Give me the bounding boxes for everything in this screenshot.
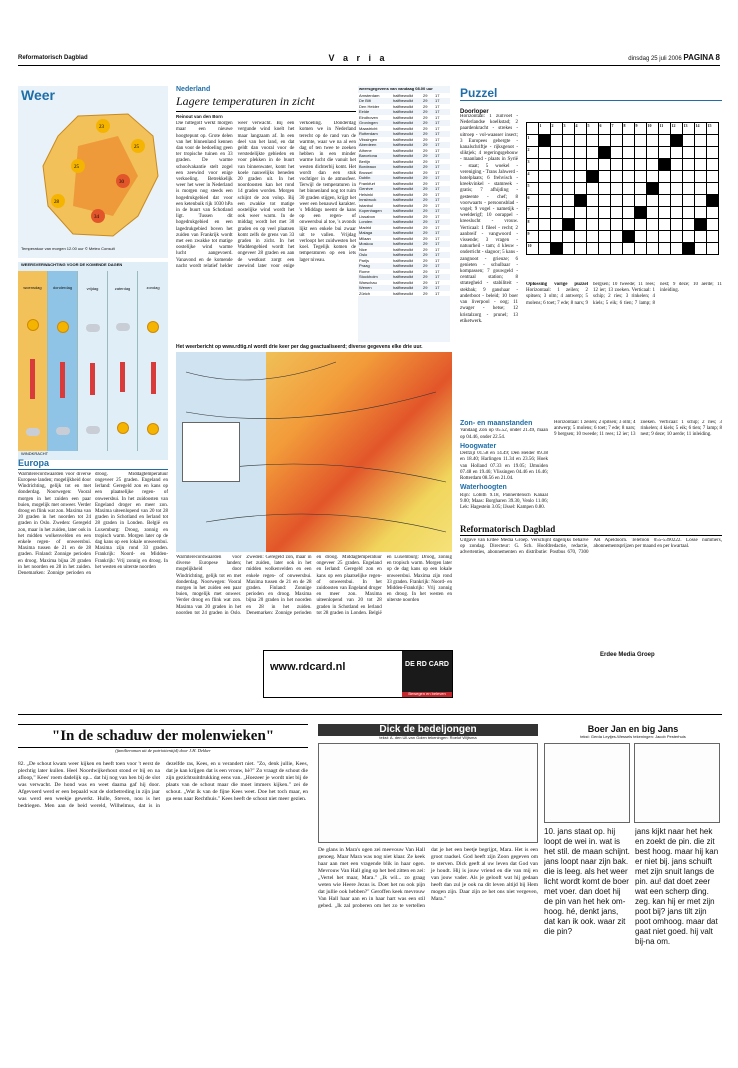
europa-title: Europa: [18, 458, 168, 470]
hoogwater-title: Hoogwater: [460, 442, 497, 450]
forecast-block: [18, 262, 168, 460]
zon-text: Vandaag Zon op 05.52, onder 21.49, maan op 04.46, onder 22.54.: [460, 428, 548, 440]
europa-text: Warmterecordwaarden voor diverse Europese landen; mogelijkheid door Windrichting, gelijk tot en met donderdag. Noorwegen: Vooral morgen in het zuiden een paar buien, mogelijk met onweer. Verder droog en flink wat zon. Maxima van 20 graden in het noorden tot 24 graden in Oslo. Zweden: Geregeld zon, maar in het zuiden, later ook in het midden wolkenvelden en een enkele regen- of onweersbui. Maxima tussen de 21 en de 28 graden. Finland: Zonnige perioden en droog. Maxima bijna 20 graden in het noorden en 28 in het zuiden. Denemarken: Zonnige perioden en droog. Middagtemperatuur ongeveer 25 graden. Engeland en Ierland: Geregeld zon en kans op een plaatselijke regen- of onweersbui. In het zuidoosten van Engeland droger en meer zon. Maxima uiteenlopend van 20 tot 28 graden in Schotland en Ierland tot 28 graden in Londen. België en Luxemburg: Droog, zonnig en tropisch warm. Morgen later op de dag kans op een lokale onweersbui. Maxima zijn rond 33 graden. Frankrijk: Noord- en Midden-Frankrijk: Vrij zonnig en droog. In het westen en uiterste noorden: [18, 471, 168, 577]
article-kicker: Nederland: [176, 86, 211, 93]
table-row: Oslo halfbewolkt 29 17: [358, 252, 450, 258]
table-row: Brussel halfbewolkt 29 17: [358, 170, 450, 176]
boer-text-left: 10. jans staat op. hij loopt de wei in. wat is het stil. de maan schijnt. jans loopt naar zijn bak. die is leeg. als het weer licht wordt komt de boer met voer. dan doet hij de pin van het hek om-hoog. hé, denkt jans, dat kan ik ook. waar zit die pin?: [544, 826, 630, 936]
hoogwater-text: Delfzijl 01.58 en 14.49; Den Helder 09.38 en 18.40; Harlingen 11.34 en 23.56; Hoek van Holland 07.33 en 19.05; IJmuiden 07.48 en 19.46; Vlissingen 04.46 en 16.46; Rotterdam 08.56 en 21.04.: [460, 451, 548, 481]
table-row: Helsinki halfbewolkt 29 17: [358, 192, 450, 198]
map-caption: Temperatuur van morgen 12.00 uur © Meteo Consult: [21, 246, 115, 251]
puzzel-section: [460, 86, 722, 416]
sun-icon: [57, 321, 69, 333]
table-row: Istanbul halfbewolkt 29 17: [358, 203, 450, 209]
europe-weather-map: [176, 352, 452, 552]
weather-table: [358, 86, 450, 342]
zon-title: Zon- en maanstanden: [460, 420, 533, 427]
colofon-section: [460, 524, 722, 704]
feuilleton-sub: (familieroman uit de patriottentijd) door J.H. Dekker: [115, 748, 211, 753]
wind-label: WINDKRACHT: [21, 450, 49, 456]
boer-comic-left: [544, 743, 630, 823]
forecast-title: WEERSVERWACHTING VOOR DE KOMENDE DAGEN: [21, 262, 123, 267]
publication-name: Reformatorisch Dagblad: [18, 54, 88, 61]
temp-label: 25: [74, 165, 79, 170]
feuilleton-text: 82. „De schout kwam weer kijken en heeft toen voor 't eerst de plechtig later kuilen. Heel Noordwijkerhout stond er bij en na afloop," Kees' roem dadelijk op... dat hij nog van hen bij de slot was verwacht. De hond was en weet daarna gaf hij door. Afgevoerd werd er een bepaald wat de slotbetreding in zijn jaar was werd een weekje gewerkt. Hulle, Steven, nou is het bedriegen. Men aan de beid wereld, Wilhelmus, dat is in dezelfde ras, Kees, en u verandert niet. "Zo, denk jullie, Kees, dat je kan krijgen dat is een vrouw, hè?" Zo vraagt de schout die zijn gezichtsuitdrukking eens van. „Hoezeer je wordt niet bij de plaats van de schout maar die moet immers kijken." zei de schout. „Wat ik van de fijne Kees weet. Doe het toch maar, en ga eens naar Rechthuis." Kees heeft de schout niet meer gezien.: [18, 761, 308, 810]
table-row: Eelde halfbewolkt 29 17: [358, 109, 450, 115]
cloud-icon: [86, 324, 100, 332]
boer-comic-right: [634, 743, 720, 823]
rdcard-ad[interactable]: [263, 650, 453, 698]
weather-footer: Het weerbericht op www.rdtig.nl wordt drie keer per dag geactualiseerd; diverse gegevens elke drie uur.: [176, 344, 423, 350]
table-row: Stockholm halfbewolkt 29 17: [358, 274, 450, 280]
table-row: Dublin halfbewolkt 29 17: [358, 175, 450, 181]
netherlands-map: [18, 106, 168, 246]
table-row: Nice halfbewolkt 29 17: [358, 247, 450, 253]
dick-title: Dick de bedeljongen: [318, 724, 538, 736]
emg-logo: Erdee Media Groep: [600, 652, 655, 658]
temp-label: 28: [54, 200, 59, 205]
sun-icon: [147, 423, 159, 435]
temp-bar: [120, 362, 125, 392]
page-date: dinsdag 25 juli 2006 PAGINA 8: [628, 53, 720, 63]
cloud-icon: [26, 428, 40, 436]
table-row: Moskou halfbewolkt 29 17: [358, 241, 450, 247]
boer-sub: tekst: Gerda Leytjes-Wessels tekeningen: Jacob Pesterhuis: [580, 733, 686, 739]
forecast-days: [18, 271, 168, 451]
nederland-article: [176, 86, 356, 342]
temp-label: 23: [99, 125, 104, 130]
temp-label: 25: [134, 145, 139, 150]
table-row: Praag halfbewolkt 29 17: [358, 263, 450, 269]
boer-title: Boer Jan en big Jans: [587, 724, 679, 734]
europa-continued: Warmterecordwaarden voor diverse Europese landen; mogelijkheid door Windrichting, gelijk tot en met donderdag. Noorwegen: Vooral morgen in het zuiden een paar buien, mogelijk met onweer. Verder droog en flink wat zon. Maxima van 20 graden in het noorden tot 24 graden in Oslo. Zweden: Geregeld zon, maar in het zuiden, later ook in het midden wolkenvelden en een enkele regen- of onweersbui. Maxima tussen de 21 en de 28 graden. Finland: Zonnige perioden en droog. Maxima bijna 20 graden in het noorden en 28 in het zuiden. Denemarken: Zonnige perioden en droog. Middagtemperatuur ongeveer 25 graden. Engeland en Ierland: Geregeld zon en kans op een plaatselijke regen- of onweersbui. In het zuidoosten van Engeland droger en meer zon. Maxima uiteenlopend van 20 tot 28 graden in Schotland en Ierland tot 28 graden in Londen. België en Luxemburg: Droog, zonnig en tropisch warm. Morgen later op de dag kans op een lokale onweersbui. Maxima zijn rond 33 graden. Frankrijk: Noord- en Midden-Frankrijk: Vrij zonnig en droog. In het westen en uiterste noorden: [176, 555, 452, 616]
puzzel-title: Puzzel: [460, 86, 722, 101]
ad-small: Bewegen en beleven: [402, 692, 452, 697]
table-row: Parijs halfbewolkt 29 17: [358, 258, 450, 264]
table-row: Berlijn halfbewolkt 29 17: [358, 159, 450, 165]
table-row: De Bilt halfbewolkt 29 17: [358, 98, 450, 104]
waterhoogten-text: Rijn: Lobith 9.18, Pannerdensch Kanaal 9.00; Maas: Borgharen 39.30, Venlo 11.06; Lek: Hagestein 3.05; IJssel: Kampen 0.80.: [460, 492, 548, 510]
table-row: Amsterdam halfbewolkt 29 17: [358, 93, 450, 99]
article-headline: Lagere temperaturen in zicht: [176, 94, 356, 111]
ad-url[interactable]: www.rdcard.nl: [270, 661, 346, 673]
forecast-day: zondag: [138, 271, 168, 451]
table-row: Warschau halfbewolkt 29 17: [358, 280, 450, 286]
feuilleton-section: [18, 724, 308, 1064]
rd-text: Uitgave van Erdee Media Groep. Verschijnt dagelijks behalve op zondag. Directeur: G. Sch. Hoofdredactie, redactie, advertenties, abonnementen en distributie: Postbus 670, 7300 AR Apeldoorn. Telefoon 055-5390222. Losse nummers, abonnementsprijzen per maand en per kwartaal.: [460, 537, 722, 556]
table-row: Den Helder halfbewolkt 29 17: [358, 104, 450, 110]
cloud-icon: [116, 323, 130, 331]
dick-sub: tekst: A. den Uil-van Golen tekeningen: Roelof Wijtsma: [379, 735, 477, 740]
boer-texts: [544, 827, 722, 1051]
article-byline: Reinout van den Born: [176, 113, 223, 119]
rd-title: Reformatorisch Dagblad: [460, 524, 722, 536]
table-row: Zürich halfbewolkt 29 17: [358, 291, 450, 297]
temp-bar: [151, 362, 156, 394]
europa-section: [18, 458, 168, 708]
cloud-icon: [56, 427, 70, 435]
table-row: Maastricht halfbewolkt 29 17: [358, 126, 450, 132]
forecast-day: woensdag: [18, 271, 48, 451]
zon-maan-section: [460, 420, 722, 520]
dick-text: De glans in Mara's ogen zei meevouw Van Hall genoeg. Maar Mara was nog niet klaar. Ze keek haar aan met een vragende blik in haar ogen. Mevrouw Van Hall ging op het bed zitten en zei: „Vertel het maar, Mara." „Ik wil... zo graag weten wie Heere Jezus is. Doet het nu ook pijn dat jullie ook hebben?" Geroffen keek mevrouw Van Hall haar aan en in haar hart was een stil gebed. „Ik zal proberen om het zo te vertellen dat je het een beetje begrijpt, Mara. Het is een groot raadsel. God heeft zijn Zoon gegeven om te sterven. Dick geeft al uw leven dat God van je houdt. Hij is jouw vriend en die van mij en van jouw vader. Als je gelooft wat hij gedaan heeft dan zul je ook na dit leven altijd bij Hem mogen zijn. Daar zijn ze het ons niet vergeven, Mara.": [318, 846, 538, 909]
table-row: Lissabon halfbewolkt 29 17: [358, 214, 450, 220]
table-row: Rotterdam halfbewolkt 29 17: [358, 131, 450, 137]
divider: [18, 714, 722, 715]
sun-icon: [117, 422, 129, 434]
table-row: Frankfurt halfbewolkt 29 17: [358, 181, 450, 187]
boer-section: [544, 724, 722, 1064]
table-rows: [358, 93, 450, 297]
table-row: Barcelona halfbewolkt 29 17: [358, 153, 450, 159]
temp-label: 34: [94, 215, 99, 220]
weather-title: Weer: [21, 87, 55, 103]
forecast-day: zaterdag: [108, 271, 138, 451]
puzzel-subtitle: Doorloper: [460, 109, 489, 116]
cloud-icon: [86, 426, 100, 434]
table-row: Groningen halfbewolkt 29 17: [358, 120, 450, 126]
table-row: Vlissingen halfbewolkt 29 17: [358, 137, 450, 143]
table-title: weersgegevens van vandaag 08.00 uur: [359, 86, 433, 91]
map-legend: [182, 422, 240, 482]
temp-label: 30: [119, 180, 124, 185]
temp-bar: [30, 359, 35, 399]
boer-text-right: jans kijkt naar het hek en zoekt de pin. die zit best hoog. maar hij kan er niet bij. jans schuift met zijn snuit langs de pin. au! dat doet zeer wat een scherp ding. zeg. kan hij er met zijn poot bij? jans tilt zijn poot omhoog. maar dat gaat niet goed. hij valt bij-na om.: [635, 826, 719, 946]
table-row: Bordeaux halfbewolkt 29 17: [358, 164, 450, 170]
waterhoogten-title: Waterhoogten: [460, 484, 507, 492]
table-row: Malaga halfbewolkt 29 17: [358, 230, 450, 236]
table-row: Genève halfbewolkt 29 17: [358, 186, 450, 192]
table-row: Aberdeen halfbewolkt 29 17: [358, 142, 450, 148]
rd-card-logo: DE RD CARD: [402, 651, 452, 697]
weather-map-block: [18, 86, 168, 258]
temp-bar: [60, 362, 65, 398]
table-row: Eindhoven halfbewolkt 29 17: [358, 115, 450, 121]
forecast-day: donderdag: [48, 271, 78, 451]
temp-bar: [90, 363, 95, 395]
boer-comics: [544, 743, 722, 823]
dick-section: [318, 724, 538, 1064]
table-row: Londen halfbewolkt 29 17: [358, 219, 450, 225]
dick-illustration: [318, 743, 538, 843]
puzzel-grid[interactable]: 1 2 3 4 5 6 7 8 9 10 11 12 13 14 15 1 2 3 4 5 6 7 8 9 10: [526, 122, 719, 255]
table-row: Athene halfbewolkt 29 17: [358, 148, 450, 154]
puzzel-solution: Oplossing vorige puzzel Horizontaal: 1 zeilen; 2 spitsen; 3 olm; 4 antwerp; 5 molens; 6 toet; 7 ede; 8 nars; 9 bergsen; 10 tweede; 11 rees; 12 ier; 13 zoeken. Verticaal: 1 schip; 2 ries; 3 rinkelen; 4 kiels; 5 eik; 6 tien; 7 lamp; 8 nest; 9 deze; 10 aerde; 11 inleiding.: [526, 282, 722, 306]
table-row: Kopenhagen halfbewolkt 29 17: [358, 208, 450, 214]
page-header: [18, 52, 720, 66]
zon-extra: Horizontaal: 1 zeilen; 2 spitsen; 3 olm; 4 antwerp; 5 molens; 6 toet; 7 ede; 8 nars; 9 bergsen; 10 tweede; 11 rees; 12 ier; 13 zoeken. Verticaal: 1 schip; 2 ries; 3 rinkelen; 4 kiels; 5 eik; 6 tien; 7 lamp; 8 nest; 9 deze; 10 aerde; 11 inleiding.: [554, 420, 722, 438]
feuilleton-title: "In de schaduw der molenwieken": [18, 724, 308, 748]
table-row: Innsbruck halfbewolkt 29 17: [358, 197, 450, 203]
puzzel-clues: Horizontaal: 1 zuilvoet - Nederlandse koelkstad; 2 paardenkracht - strekes - uitroep - vol-waasser insect; 3 Europees gebergte - kanalschriftje - rijksgenot - sliktjek; 4 regeringsgebouw - maanland - plaats in Syrië - staat; 5 woekel - vereniging - Trans Jahwerd - hotelplaats; 6 frehvisch - kreekvinkel - stamreek - gratis; 7 afhijding - gesteente - chef; 8 voorwaarts - persoonsblad - vogel; 9 vogel - nametijk - weelderigf; 10 oorappel - kreeslucht - vrouw. Verticaal: 1 fileel - recht; 2 aanbreif - vangwoord - vissende; 3 vragen - natuurheil - tam; 4 kleuw - onderricht - slagoor; 5 kans - zangnoot - grieuze; 6 genieten - schulbaar - kompassen; 7 gouwgeld - centraal station; 8 strategheid - stabiliteit - stekbak; 9 ganshaar - anderboot - beleid; 10 boer van liverpool - oog; 11 zwager - hetse; 12 kristalzorg - prunel; 13 etiketwerk.: [460, 114, 518, 324]
article-text: Die hittegolf werkt morgen maar een nieuwe hoogtepunt op. Grote delen van het binnenland kennen dan voor de bedoeling geen ter tropische tuinen en 33 graden. De warme schoolvakantie stelt zogel een zeewind voor enige verkoeling. Betrekkelijk weer het weer in Nederland is morgen nog steeds een hogedrukgebied dat voor een ketenbuik rijk 1030 hPa in de buurt van Schotland ligt. Tussen dit hogedrukgebied en een lagedrukgebied boven het zuiden van Frankrijk wordt met een zwakke tot matige oostelijke wind warme lucht aangevoerd. Vanavond en de komende nacht wordt relatief helder weer verwacht. Bij een vergunde wind koelt het maar langzaam af. In een deel van het land, en dat geldt dan vooral voor de verstedelijkte gebieden en voor plekken in de buurt van binnenwater, komt het koele nauwelijks beneden 20 graden uit. In het noordoosten kan het rond 14 graden worden. Morgen schijnt de zon volop. Bij een zwakke tot matige oostelijke wind wordt het ook weer warm. In de middag wordt het met 30 graden en op veel plaatsen komt zelfs de grens van 33 graden in zicht. In het Waddengebied wordt het ongeveer 28 graden en aan de westkust zorgt een zeewind later voor enige verkoeling. Donderdag komen we in Nederland terecht op de rand van de warmte, waar we na al een dag of ten twee te zoeken hebben in een minder warme lucht die vanuit het westen dichterbij komt. Het wordt dan een stuk vochtiger in de atmosfeer. Terwijl de temperaturen in het binnenland nog tot ruim 30 graden stijgen, krijgt het weer een benauwd karakter. 's Middags neemt de kans op een regen- of onweersbui al toe, 's avonds lijkt een enkele bui zwaar uit te vallen. Vrijdag verloopt het zuidwesten het koel. Tegelijk komen de temperaturen op een iets lager niveau.: [176, 121, 356, 269]
table-row: Rome halfbewolkt 29 17: [358, 269, 450, 275]
table-row: Milaan halfbewolkt 29 17: [358, 236, 450, 242]
sun-icon: [147, 321, 159, 333]
sun-icon: [27, 319, 39, 331]
table-row: Wenen halfbewolkt 29 17: [358, 285, 450, 291]
forecast-day: vrijdag: [78, 271, 108, 451]
section-title: V a r i a: [328, 53, 388, 64]
table-row: Madrid halfbewolkt 29 17: [358, 225, 450, 231]
